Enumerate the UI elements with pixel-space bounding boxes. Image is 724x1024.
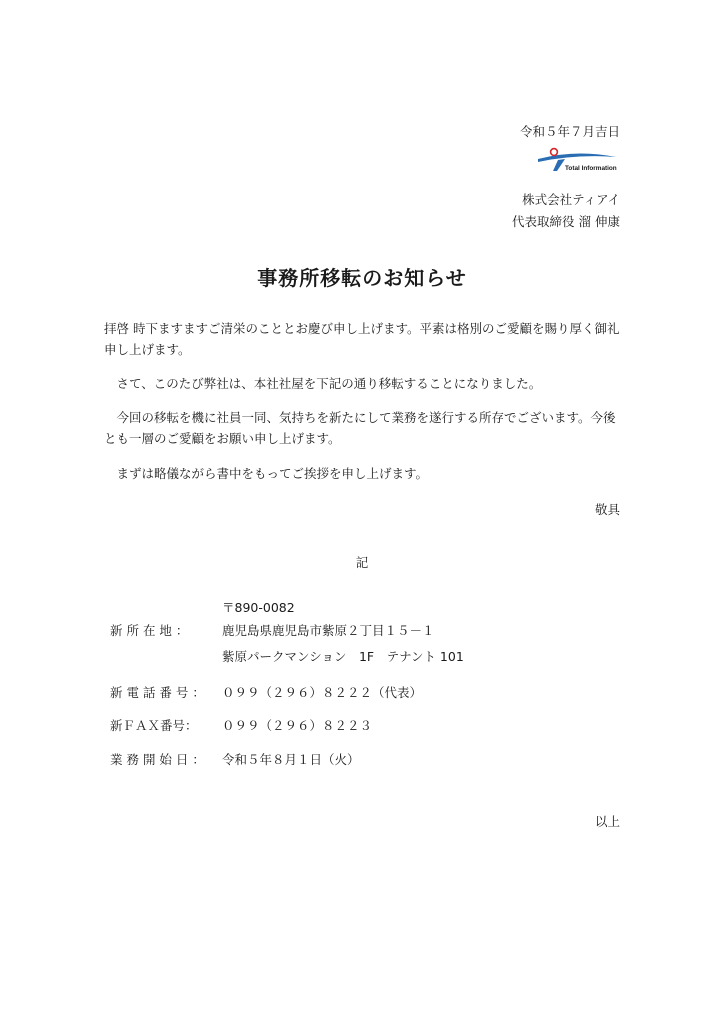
- postal-code: 〒890-0082: [222, 600, 295, 615]
- end-mark: 以上: [594, 814, 620, 829]
- address-line-2: 紫原パークマンション 1F テナント 101: [222, 649, 464, 664]
- ki-heading: 記: [355, 555, 369, 570]
- company-logo: [532, 146, 620, 182]
- fax-value: ０９９（２９６）８２２３: [222, 718, 373, 733]
- document-title: 事務所移転のお知らせ: [257, 266, 467, 290]
- address-label: 新 所 在 地 ：: [110, 623, 189, 638]
- phone-value: ０９９（２９６）８２２２（代表）: [222, 685, 423, 700]
- phone-label: 新 電 話 番 号 ：: [110, 685, 205, 700]
- company-name: 株式会社ティアイ: [522, 192, 620, 207]
- closing-salutation: 敬具: [594, 502, 620, 517]
- start-date-value: 令和５年８月１日（火）: [222, 752, 360, 767]
- paragraph-announcement: さて、このたび弊社は、本社社屋を下記の通り移転することになりました。: [104, 376, 542, 391]
- logo-text: Total Information: [565, 165, 617, 172]
- representative-name: 代表取締役 溜 伸康: [512, 214, 620, 229]
- paragraph-closing-remark: まずは略儀ながら書中をもってご挨拶を申し上げます。: [104, 466, 429, 481]
- start-date-label: 業 務 開 始 日 ：: [110, 752, 205, 767]
- fax-label: 新ＦＡＸ番号：: [110, 718, 198, 733]
- paragraph-greeting: 拝啓 時下ますますご清栄のこととお慶び申し上げます。平素は格別のご愛顧を賜り厚く御礼申し上げます。: [104, 321, 620, 357]
- letter-date: 令和５年７月吉日: [519, 124, 620, 139]
- address-line-1: 鹿児島県鹿児島市紫原２丁目１５－１: [222, 623, 435, 638]
- paragraph-commitment: 今回の移転を機に社員一同、気持ちを新たにして業務を遂行する所存でございます。今後とも一層のご愛顧をお願い申し上げます。: [104, 410, 616, 446]
